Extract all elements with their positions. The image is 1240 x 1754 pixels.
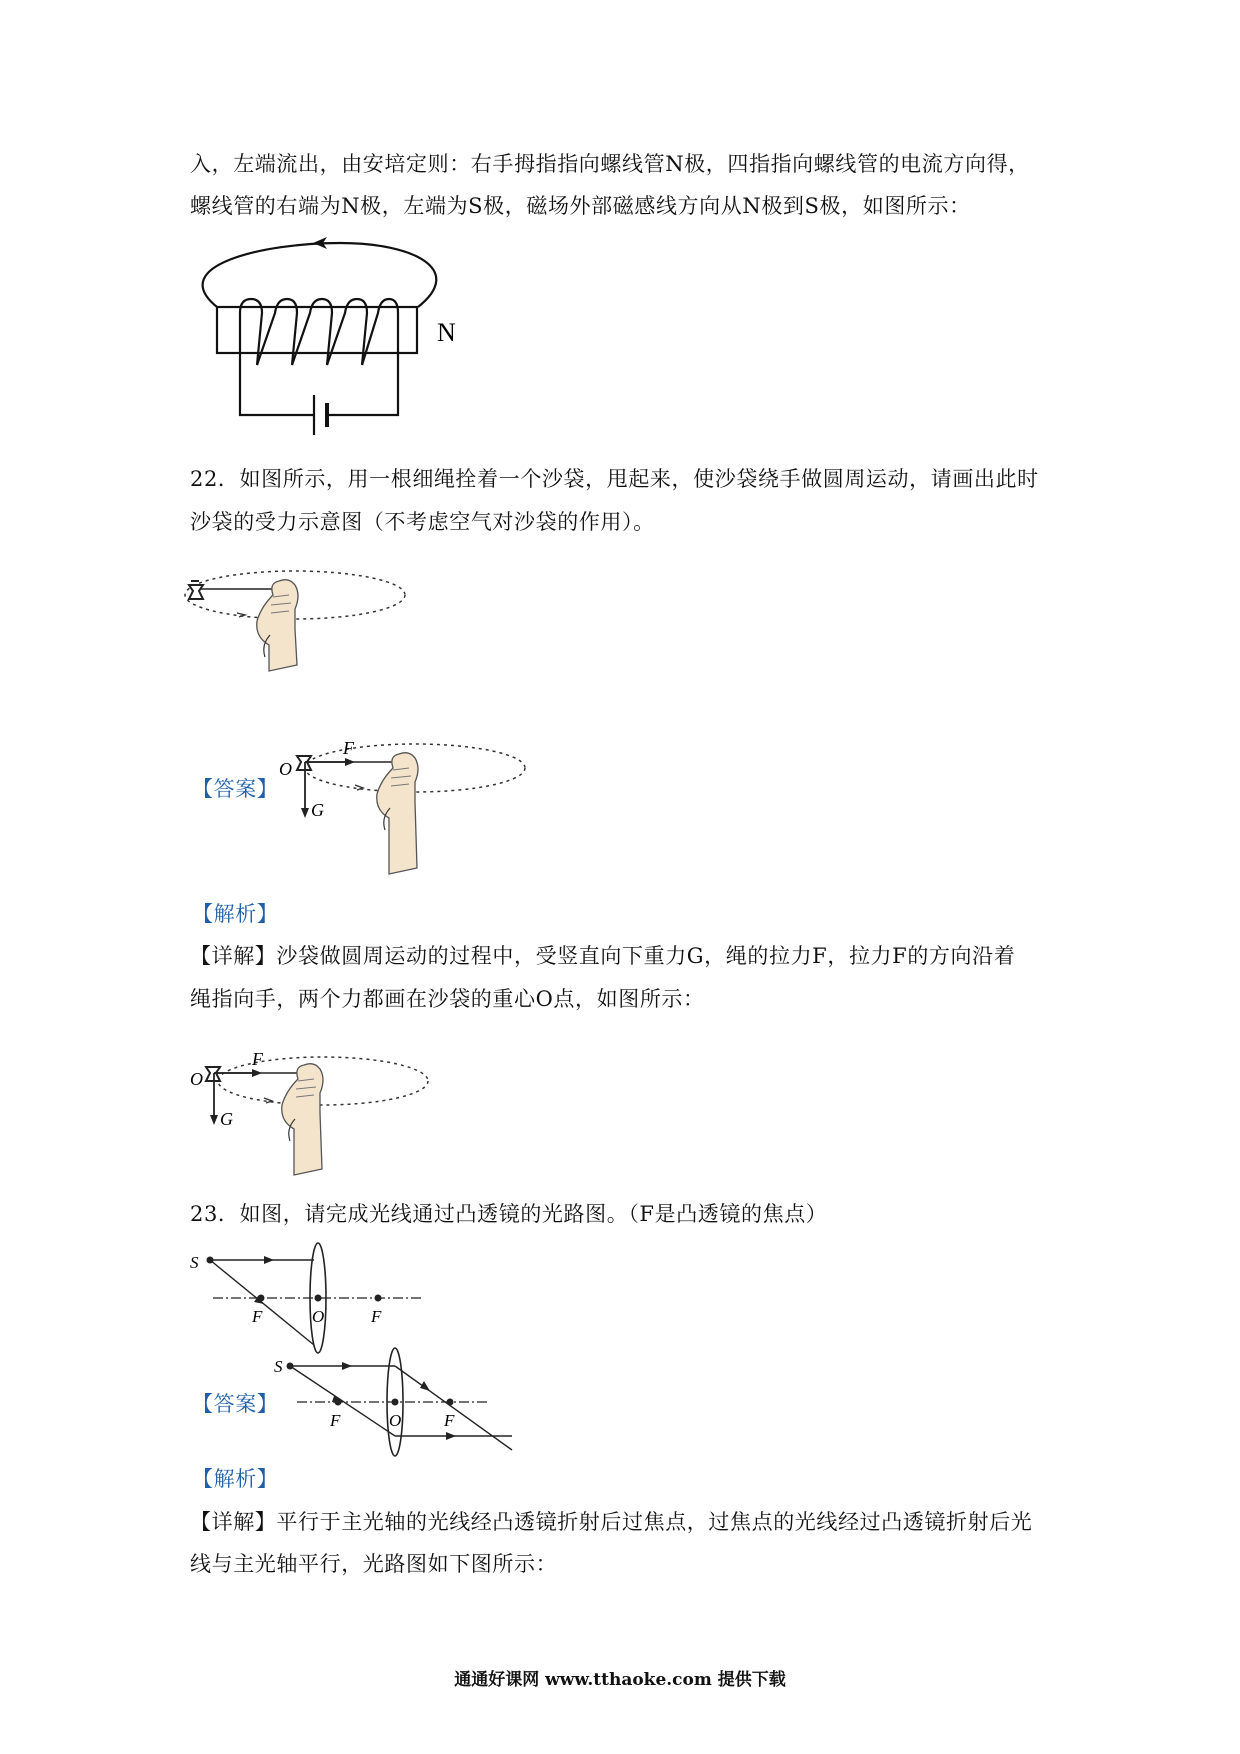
- q22-answer-tag: 【答案】: [192, 777, 279, 801]
- field-line: [203, 243, 437, 307]
- lens-figure: [188, 1240, 428, 1350]
- focus-F-right-label: F: [444, 1411, 455, 1430]
- ray-parallel-refracted: [395, 1366, 512, 1450]
- q23-answer-tag: 【答案】: [192, 1392, 279, 1416]
- optical-center-O-label: O: [312, 1307, 325, 1326]
- solenoid-figure: [185, 235, 475, 450]
- hand-icon: [257, 580, 298, 671]
- q22-analysis-tag: 【解析】: [192, 902, 279, 926]
- q23-line-1: 23．如图，请完成光线通过凸透镜的光路图。（F是凸透镜的焦点）: [190, 1202, 828, 1226]
- intro-line-2: 螺线管的右端为N极，左端为S极，磁场外部磁感线方向从N极到S极，如图所示：: [190, 194, 971, 218]
- sandbag-answer-figure: [275, 730, 535, 875]
- force-G-label: G: [220, 1109, 233, 1129]
- point-O-label: O: [190, 1069, 203, 1089]
- sandbag-figure: [185, 565, 415, 700]
- lens-answer-figure: [272, 1350, 522, 1460]
- force-G-label: G: [311, 800, 324, 820]
- detail-text: 沙袋做圆周运动的过程中，受竖直向下重力G，绳的拉力F，拉力F的方向沿着: [276, 944, 1016, 968]
- sandbag-icon: [189, 581, 203, 599]
- sandbag-icon: [206, 1067, 220, 1081]
- q23-analysis-tag: 【解析】: [192, 1467, 279, 1491]
- q22-line-1: 22．如图所示，用一根细绳拴着一个沙袋，甩起来，使沙袋绕手做圆周运动，请画出此时: [190, 467, 1039, 491]
- hand-icon: [377, 753, 418, 874]
- q23-detail-line-1: [190, 1508, 1032, 1536]
- q22-line-2: 沙袋的受力示意图（不考虑空气对沙袋的作用）。: [190, 510, 655, 534]
- force-F-label: F: [343, 738, 354, 758]
- page-footer: 通通好课网 www.tthaoke.com 提供下载: [454, 1670, 786, 1690]
- optical-center-O-label: O: [389, 1411, 402, 1430]
- focus-F-right-label: F: [371, 1307, 382, 1326]
- focus-F-left-label: F: [252, 1307, 263, 1326]
- ray-focus-incident: [290, 1366, 395, 1436]
- detail-text: 平行于主光轴的光线经凸透镜折射后过焦点，过焦点的光线经过凸透镜折射后光: [276, 1510, 1033, 1534]
- detail-tag: 【详解】: [190, 944, 277, 968]
- sandbag-detail-figure: [188, 1045, 433, 1175]
- q23-detail-line-2: 线与主光轴平行，光路图如下图所示：: [190, 1552, 558, 1576]
- intro-line-1: 入，左端流出，由安培定则：右手拇指指向螺线管N极，四指指向螺线管的电流方向得，: [190, 152, 1030, 176]
- q22-detail-line-1: [190, 942, 1015, 970]
- detail-tag: 【详解】: [190, 1510, 277, 1534]
- circuit-wire: [240, 365, 313, 415]
- hand-icon: [282, 1064, 323, 1175]
- sandbag-icon: [297, 756, 311, 770]
- force-F-label: F: [252, 1049, 263, 1069]
- point-O-label: O: [279, 759, 292, 779]
- focus-F-left-label: F: [330, 1411, 341, 1430]
- source-S-label: S: [190, 1253, 199, 1272]
- solenoid-core: [217, 307, 417, 353]
- north-pole-label: N: [437, 318, 456, 347]
- source-S-label: S: [274, 1357, 283, 1376]
- q22-detail-line-2: 绳指向手，两个力都画在沙袋的重心O点，如图所示：: [190, 987, 705, 1011]
